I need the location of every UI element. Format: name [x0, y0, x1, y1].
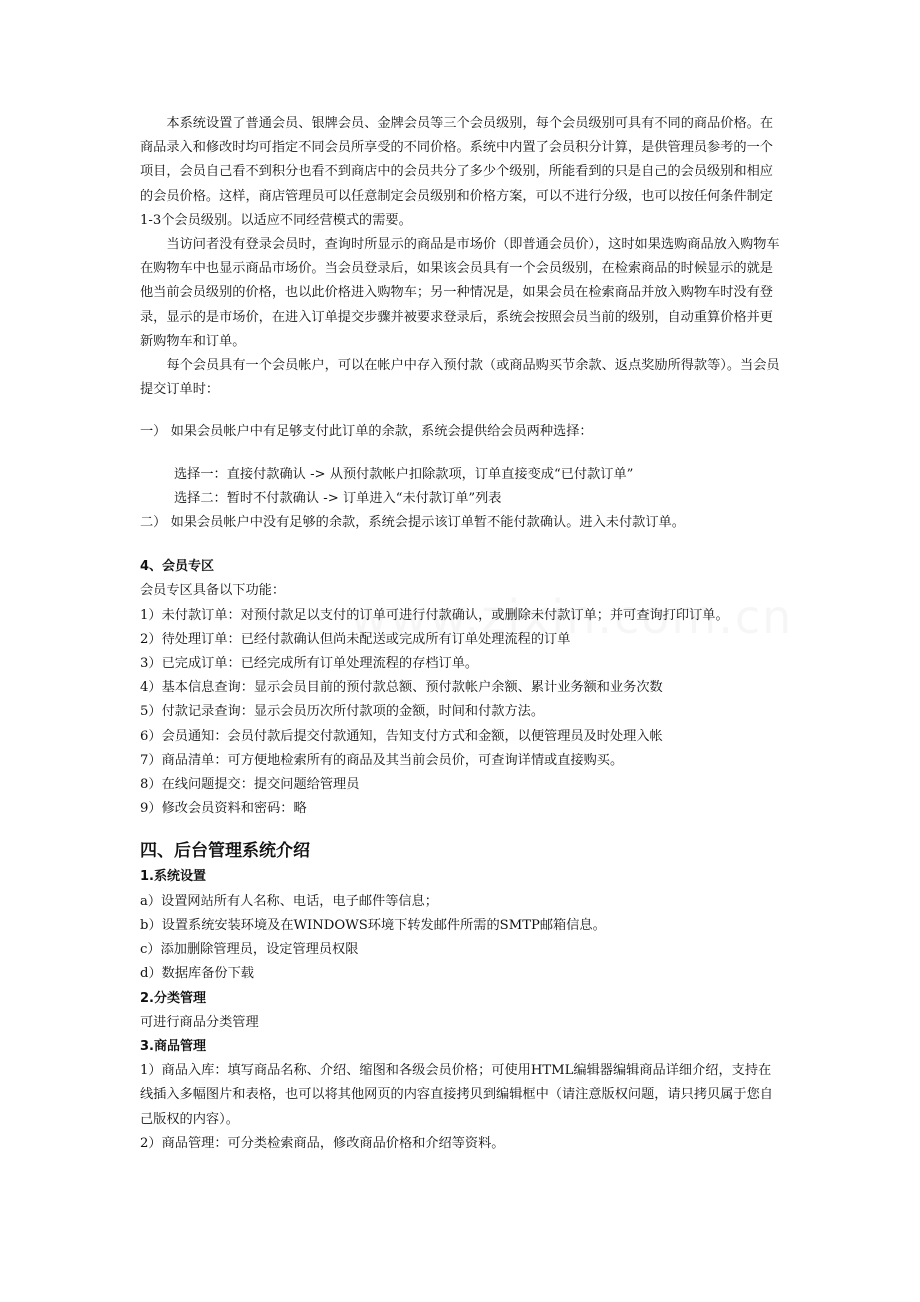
product-item-2: 2）商品管理：可分类检索商品，修改商品价格和介绍等资料。: [140, 1135, 505, 1151]
order-case-1: 一） 如果会员帐户中有足够支付此订单的余款，系统会提供给会员两种选择：: [140, 424, 593, 440]
order-case-2: 二） 如果会员帐户中没有足够的余款，系统会提示该订单暂不能付款确认。进入未付款订单。: [140, 515, 685, 531]
member-zone-item: 3）已完成订单：已经完成所有订单处理流程的存档订单。: [140, 656, 479, 672]
member-zone-intro: 会员专区具备以下功能：: [140, 583, 286, 599]
system-settings-item: c）添加删除管理员，设定管理员权限: [140, 942, 359, 958]
member-zone-item: 1）未付款订单：对预付款足以支付的订单可进行付款确认，或删除未付款订单；并可查询打印订单。: [140, 607, 729, 623]
spacer: [140, 402, 780, 420]
member-zone-heading: 4、会员专区: [140, 559, 215, 575]
product-heading: 3.商品管理: [140, 1038, 206, 1054]
order-choice-1: 选择一：直接付款确认 -> 从预付款帐户扣除款项，订单直接变成“已付款订单”: [174, 466, 634, 482]
intro-paragraph-1: 本系统设置了普通会员、银牌会员、金牌会员等三个会员级别，每个会员级别可具有不同的商品价格。在商品录入和修改时均可指定不同会员所享受的不同价格。系统中内置了会员积分计算，是供管理员参考的一个项目，会员自己看不到积分也看不到商店中的会员共分了多少个级别，所能看到的只是自己的会员级别和相应的会员价格。这样，商店管理员可以任意制定会员级别和价格方案，可以不进行分级，也可以按任何条件制定1-3个会员级别。以适应不同经营模式的需要。: [140, 116, 774, 228]
product-item-1: 1）商品入库：填写商品名称、介绍、缩图和各级会员价格；可使用HTML编辑器编辑商品详细介绍，支持在线插入多幅图片和表格，也可以将其他网页的内容直接拷贝到编辑框中（请注意版权问题，请只拷贝属于您自己版权的内容）。: [140, 1063, 773, 1127]
member-zone-item: 6）会员通知：会员付款后提交付款通知，告知支付方式和金额，以便管理员及时处理入帐: [140, 728, 663, 744]
spacer: [140, 445, 780, 463]
member-zone-item: 7）商品清单：可方便地检索所有的商品及其当前会员价，可查询详情或直接购买。: [140, 752, 624, 768]
backend-section-title: 四、后台管理系统介绍: [140, 841, 310, 862]
member-zone-item: 9）修改会员资料和密码：略: [140, 801, 307, 817]
order-choice-2: 选择二：暂时不付款确认 -> 订单进入“未付款订单”列表: [174, 490, 502, 506]
system-settings-heading: 1.系统设置: [140, 869, 206, 885]
category-text: 可进行商品分类管理: [140, 1014, 259, 1030]
spacer: [140, 821, 780, 833]
member-zone-item: 4）基本信息查询：显示会员目前的预付款总额、预付款帐户余额、累计业务额和业务次数: [140, 680, 663, 696]
spacer: [140, 535, 780, 555]
member-zone-item: 5）付款记录查询：显示会员历次所付款项的金额，时间和付款方法。: [140, 704, 545, 720]
member-zone-item: 8）在线问题提交：提交问题给管理员: [140, 777, 360, 793]
system-settings-item: a）设置网站所有人名称、电话，电子邮件等信息；: [140, 893, 438, 909]
intro-paragraph-3: 每个会员具有一个会员帐户，可以在帐户中存入预付款（或商品购买节余款、返点奖励所得款等）。当会员提交订单时：: [140, 358, 780, 398]
system-settings-item: d）数据库备份下载: [140, 966, 254, 982]
category-heading: 2.分类管理: [140, 990, 206, 1006]
intro-paragraph-2: 当访问者没有登录会员时，查询时所显示的商品是市场价（即普通会员价），这时如果选购商品放入购物车在购物车中也显示商品市场价。当会员登录后，如果该会员具有一个会员级别，在检索商品的时候显示的就是他当前会员级别的价格，也以此价格进入购物车；另一种情况是，如果会员在检索商品并放入购物车时没有登录，显示的是市场价，在进入订单提交步骤并被要求登录后，系统会按照会员当前的级别，自动重算价格并更新购物车和订单。: [140, 237, 780, 349]
member-zone-item: 2）待处理订单：已经付款确认但尚未配送或完成所有订单处理流程的订单: [140, 631, 571, 647]
system-settings-item: b）设置系统安装环境及在WINDOWS环境下转发邮件所需的SMTP邮箱信息。: [140, 917, 606, 933]
document-page: [140, 112, 780, 1156]
